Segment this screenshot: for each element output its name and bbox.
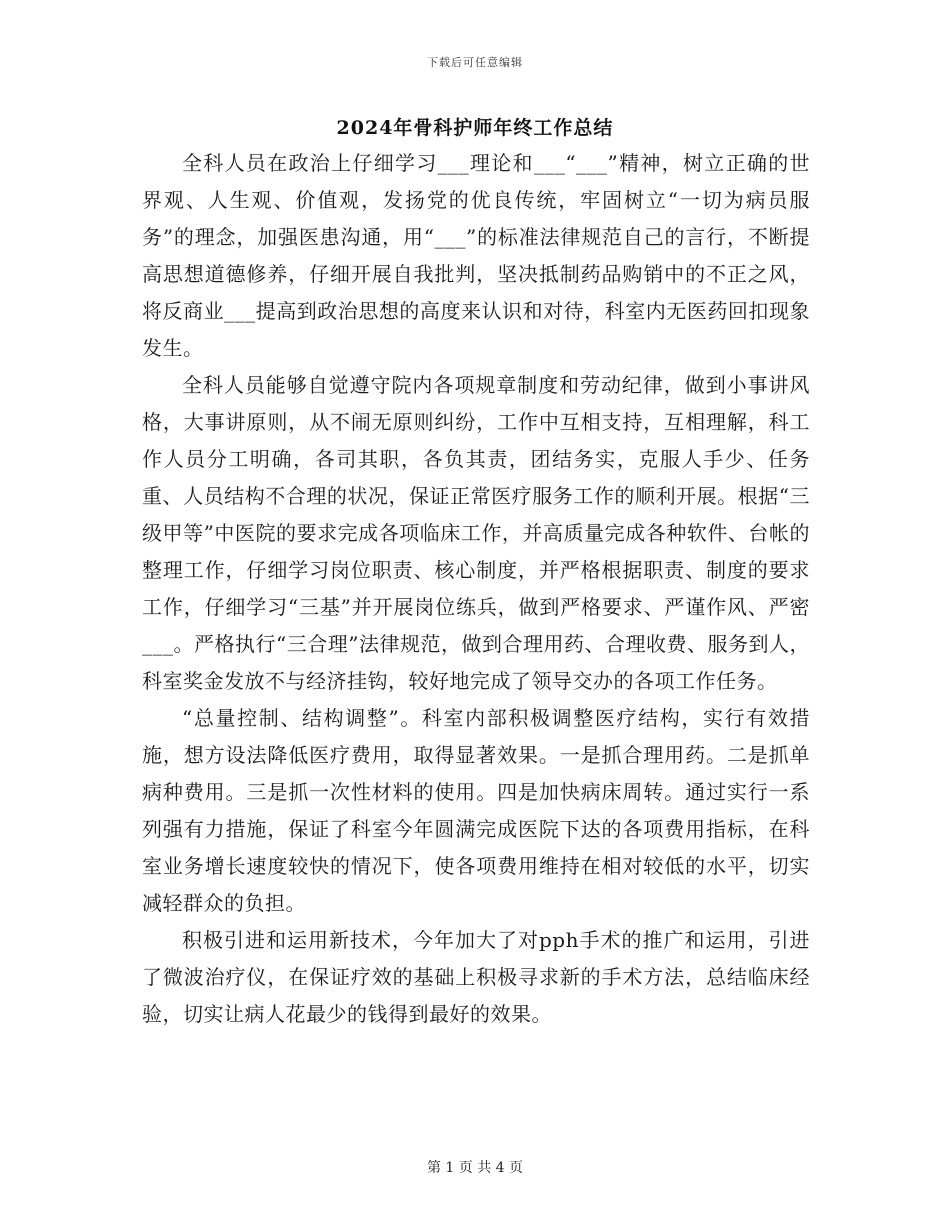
- paragraph-3: “总量控制、结构调整”。科室内部积极调整医疗结构，实行有效措施，想方设法降低医疗费用，取得显著效果。一是抓合理用药。二是抓单病种费用。三是抓一次性材料的使用。四是加快病床周转。通过实行一系列强有力措施，保证了科室今年圆满完成医院下达的各项费用指标，在科室业务增长速度较快的情况下，使各项费用维持在相对较低的水平，切实减轻群众的负担。: [142, 706, 810, 915]
- header-note: 下载后可任意编辑: [427, 56, 523, 69]
- document-body: [142, 145, 810, 1033]
- paragraph-2: 全科人员能够自觉遵守院内各项规章制度和劳动纪律，做到小事讲风格，大事讲原则，从不闹无原则纠纷，工作中互相支持，互相理解，科工作人员分工明确，各司其职，各负其责，团结务实，克服人手少、任务重、人员结构不合理的状况，保证正常医疗服务工作的顺利开展。根据“三级甲等”中医院的要求完成各项临床工作，并高质量完成各种软件、台帐的整理工作，仔细学习岗位职责、核心制度，并严格根据职责、制度的要求工作，仔细学习“三基”并开展岗位练兵，做到严格要求、严谨作风、严密___。严格执行“三合理”法律规范，做到合理用药、合理收费、服务到人，科室奖金发放不与经济挂钩，较好地完成了领导交办的各项工作任务。: [142, 373, 810, 693]
- page-footer: 第 1 页 共 4 页: [426, 1160, 524, 1176]
- paragraph-1: 全科人员在政治上仔细学习___理论和___“___”精神，树立正确的世界观、人生观、价值观，发扬党的优良传统，牢固树立“一切为病员服务”的理念，加强医患沟通，用“___”的标准法律规范自己的言行，不断提高思想道德修养，仔细开展自我批判，坚决抵制药品购销中的不正之风，将反商业___提高到政治思想的高度来认识和对待，科室内无医药回扣现象发生。: [142, 151, 810, 360]
- paragraph-4: 积极引进和运用新技术，今年加大了对pph手术的推广和运用，引进了微波治疗仪，在保证疗效的基础上积极寻求新的手术方法，总结临床经验，切实让病人花最少的钱得到最好的效果。: [142, 928, 810, 1026]
- document-title: 2024年骨科护师年终工作总结: [336, 117, 614, 139]
